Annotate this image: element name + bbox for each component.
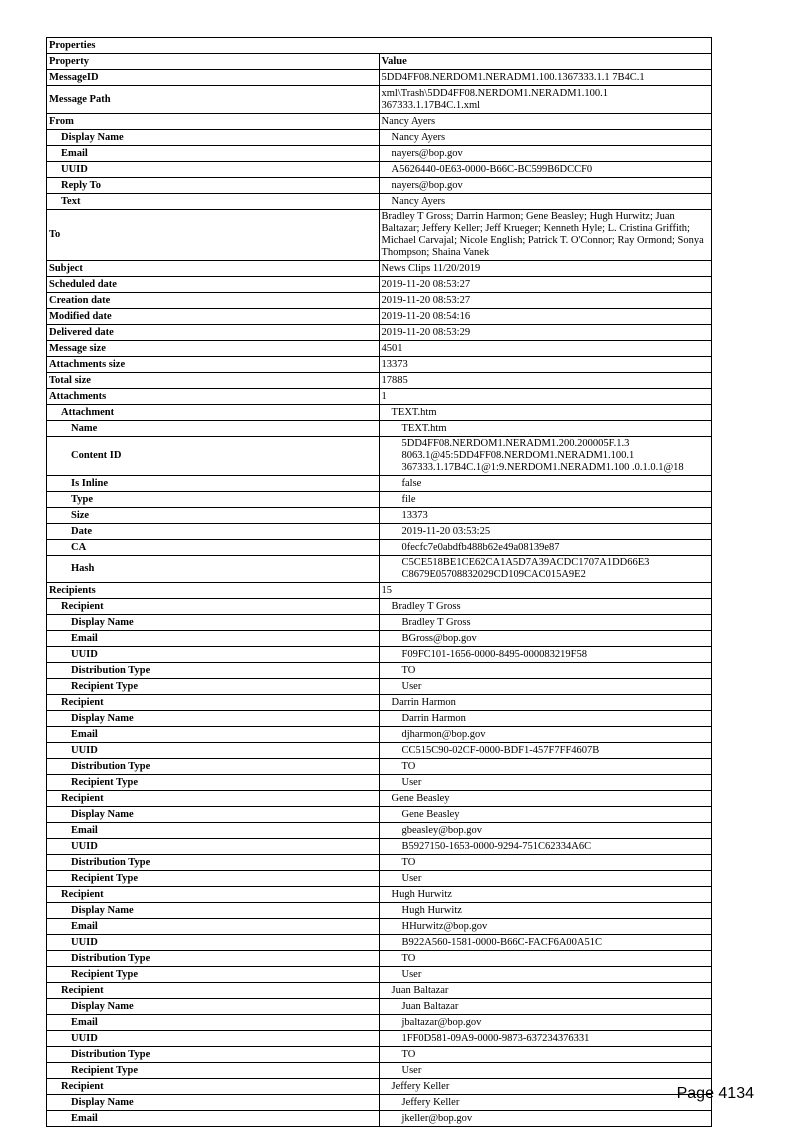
property-name: Display Name <box>47 1095 380 1111</box>
property-value: Jeffery Keller <box>379 1079 712 1095</box>
property-name: Attachment <box>47 405 380 421</box>
table-row <box>47 341 712 357</box>
table-row <box>47 855 712 871</box>
table-row <box>47 679 712 695</box>
table-row <box>47 194 712 210</box>
property-name: Email <box>47 1111 380 1127</box>
property-value: TEXT.htm <box>379 405 712 421</box>
table-title: Properties <box>47 38 712 54</box>
property-name: Message Path <box>47 86 380 114</box>
table-row <box>47 261 712 277</box>
property-value: Jeffery Keller <box>379 1095 712 1111</box>
page-number: Page 4134 <box>676 1085 754 1102</box>
table-row <box>47 663 712 679</box>
table-row <box>47 823 712 839</box>
property-name: UUID <box>47 743 380 759</box>
table-row <box>47 210 712 261</box>
property-value: B5927150-1653-0000-9294-751C62334A6C <box>379 839 712 855</box>
property-value: nayers@bop.gov <box>379 146 712 162</box>
property-name: Recipients <box>47 583 380 599</box>
table-row <box>47 775 712 791</box>
property-value: TO <box>379 663 712 679</box>
property-name: Display Name <box>47 615 380 631</box>
property-value: Bradley T Gross <box>379 615 712 631</box>
property-name: Text <box>47 194 380 210</box>
property-value: 2019-11-20 08:54:16 <box>379 309 712 325</box>
property-value: Gene Beasley <box>379 791 712 807</box>
table-row <box>47 130 712 146</box>
property-name: Recipient Type <box>47 871 380 887</box>
property-value: BGross@bop.gov <box>379 631 712 647</box>
table-row <box>47 1015 712 1031</box>
property-value: B922A560-1581-0000-B66C-FACF6A00A51C <box>379 935 712 951</box>
property-value: Hugh Hurwitz <box>379 887 712 903</box>
table-row <box>47 695 712 711</box>
table-row <box>47 70 712 86</box>
table-row <box>47 807 712 823</box>
table-row <box>47 999 712 1015</box>
property-value: file <box>379 492 712 508</box>
property-name: Display Name <box>47 999 380 1015</box>
table-row <box>47 114 712 130</box>
property-value: nayers@bop.gov <box>379 178 712 194</box>
table-row <box>47 967 712 983</box>
table-row <box>47 1031 712 1047</box>
table-row <box>47 421 712 437</box>
table-row <box>47 599 712 615</box>
property-name: UUID <box>47 647 380 663</box>
property-value: User <box>379 1063 712 1079</box>
property-name: Email <box>47 631 380 647</box>
property-value: User <box>379 871 712 887</box>
table-row <box>47 540 712 556</box>
property-name: Delivered date <box>47 325 380 341</box>
table-row <box>47 839 712 855</box>
property-value: C5CE518BE1CE62CA1A5D7A39ACDC1707A1DD66E3 C8679E05708832029CD109CAC015A9E2 <box>379 556 712 583</box>
property-name: Type <box>47 492 380 508</box>
table-row <box>47 951 712 967</box>
property-value: 4501 <box>379 341 712 357</box>
property-value: CC515C90-02CF-0000-BDF1-457F7FF4607B <box>379 743 712 759</box>
property-value: 17885 <box>379 373 712 389</box>
header-property: Property <box>47 54 380 70</box>
property-value: TO <box>379 855 712 871</box>
property-value: 13373 <box>379 357 712 373</box>
property-name: Email <box>47 1015 380 1031</box>
property-value: jbaltazar@bop.gov <box>379 1015 712 1031</box>
table-row <box>47 1063 712 1079</box>
property-name: Display Name <box>47 130 380 146</box>
property-value: Hugh Hurwitz <box>379 903 712 919</box>
property-name: CA <box>47 540 380 556</box>
property-name: MessageID <box>47 70 380 86</box>
table-row <box>47 983 712 999</box>
table-row <box>47 887 712 903</box>
property-value: User <box>379 775 712 791</box>
table-row <box>47 405 712 421</box>
table-row <box>47 647 712 663</box>
property-name: Recipient <box>47 695 380 711</box>
table-row <box>47 277 712 293</box>
table-row <box>47 357 712 373</box>
table-row <box>47 935 712 951</box>
property-value: Nancy Ayers <box>379 130 712 146</box>
property-value: User <box>379 679 712 695</box>
property-name: Hash <box>47 556 380 583</box>
property-value: User <box>379 967 712 983</box>
property-name: Scheduled date <box>47 277 380 293</box>
table-row <box>47 508 712 524</box>
property-value: 0fecfc7e0abdfb488b62e49a08139e87 <box>379 540 712 556</box>
property-name: Email <box>47 727 380 743</box>
property-value: 5DD4FF08.NERDOM1.NERADM1.100.1367333.1.1 7B4C.1 <box>379 70 712 86</box>
property-value: Nancy Ayers <box>379 194 712 210</box>
property-name: Creation date <box>47 293 380 309</box>
table-title-row <box>47 38 712 54</box>
property-value: 2019-11-20 08:53:27 <box>379 293 712 309</box>
property-name: Recipient Type <box>47 679 380 695</box>
property-value: Nancy Ayers <box>379 114 712 130</box>
table-row <box>47 293 712 309</box>
table-row <box>47 583 712 599</box>
property-name: Subject <box>47 261 380 277</box>
table-row <box>47 919 712 935</box>
property-name: Distribution Type <box>47 951 380 967</box>
property-name: Date <box>47 524 380 540</box>
table-header-row <box>47 54 712 70</box>
property-value: gbeasley@bop.gov <box>379 823 712 839</box>
property-value: false <box>379 476 712 492</box>
property-name: Distribution Type <box>47 759 380 775</box>
property-value: TEXT.htm <box>379 421 712 437</box>
table-row <box>47 476 712 492</box>
table-row <box>47 389 712 405</box>
property-value: 2019-11-20 08:53:29 <box>379 325 712 341</box>
property-name: Email <box>47 823 380 839</box>
property-name: Attachments size <box>47 357 380 373</box>
table-row <box>47 1111 712 1127</box>
table-row <box>47 86 712 114</box>
table-row <box>47 556 712 583</box>
property-value: Juan Baltazar <box>379 983 712 999</box>
property-name: Recipient <box>47 791 380 807</box>
property-value: Gene Beasley <box>379 807 712 823</box>
property-value: News Clips 11/20/2019 <box>379 261 712 277</box>
table-row <box>47 631 712 647</box>
property-name: Recipient <box>47 1079 380 1095</box>
property-value: F09FC101-1656-0000-8495-000083219F58 <box>379 647 712 663</box>
properties-table <box>46 37 712 1127</box>
property-name: UUID <box>47 935 380 951</box>
property-name: UUID <box>47 162 380 178</box>
property-value: 1FF0D581-09A9-0000-9873-637234376331 <box>379 1031 712 1047</box>
property-name: Total size <box>47 373 380 389</box>
table-row <box>47 178 712 194</box>
property-name: Display Name <box>47 903 380 919</box>
property-value: A5626440-0E63-0000-B66C-BC599B6DCCF0 <box>379 162 712 178</box>
property-name: Distribution Type <box>47 1047 380 1063</box>
property-name: Reply To <box>47 178 380 194</box>
property-value: jkeller@bop.gov <box>379 1111 712 1127</box>
property-name: Display Name <box>47 711 380 727</box>
property-value: 2019-11-20 03:53:25 <box>379 524 712 540</box>
property-name: Is Inline <box>47 476 380 492</box>
property-value: Juan Baltazar <box>379 999 712 1015</box>
property-name: Message size <box>47 341 380 357</box>
table-row <box>47 437 712 476</box>
table-row <box>47 615 712 631</box>
property-name: Name <box>47 421 380 437</box>
property-name: Modified date <box>47 309 380 325</box>
table-row <box>47 1079 712 1095</box>
table-row <box>47 309 712 325</box>
table-row <box>47 711 712 727</box>
table-row <box>47 492 712 508</box>
property-name: Distribution Type <box>47 663 380 679</box>
property-name: From <box>47 114 380 130</box>
table-row <box>47 1095 712 1111</box>
table-row <box>47 903 712 919</box>
property-value: Bradley T Gross; Darrin Harmon; Gene Beasley; Hugh Hurwitz; Juan Baltazar; Jeffery Keller; Jeff Krueger; Kenneth Hyle; L. Cristina Griffith; Michael Carvajal; Nicole English; Patrick T. O'Connor; Ray Ormond; Sonya Thompson; Shaina Vanek <box>379 210 712 261</box>
table-row <box>47 325 712 341</box>
property-value: xml\Trash\5DD4FF08.NERDOM1.NERADM1.100.1 367333.1.17B4C.1.xml <box>379 86 712 114</box>
table-row <box>47 146 712 162</box>
property-name: Email <box>47 919 380 935</box>
property-value: Darrin Harmon <box>379 695 712 711</box>
property-value: 15 <box>379 583 712 599</box>
property-name: To <box>47 210 380 261</box>
property-value: 2019-11-20 08:53:27 <box>379 277 712 293</box>
table-row <box>47 791 712 807</box>
property-name: UUID <box>47 1031 380 1047</box>
property-name: Distribution Type <box>47 855 380 871</box>
property-value: 1 <box>379 389 712 405</box>
property-value: 13373 <box>379 508 712 524</box>
table-row <box>47 373 712 389</box>
property-name: Recipient Type <box>47 775 380 791</box>
table-row <box>47 162 712 178</box>
property-value: TO <box>379 759 712 775</box>
table-row <box>47 759 712 775</box>
property-value: djharmon@bop.gov <box>379 727 712 743</box>
table-row <box>47 727 712 743</box>
property-value: HHurwitz@bop.gov <box>379 919 712 935</box>
property-value: TO <box>379 951 712 967</box>
property-value: TO <box>379 1047 712 1063</box>
property-value: 5DD4FF08.NERDOM1.NERADM1.200.200005F.1.3 8063.1@45:5DD4FF08.NERDOM1.NERADM1.100.1 367333.1.17B4C.1@1:9.NERDOM1.NERADM1.100 .0.1.0.1@18 <box>379 437 712 476</box>
property-value: Darrin Harmon <box>379 711 712 727</box>
property-name: Recipient <box>47 887 380 903</box>
property-name: Recipient Type <box>47 1063 380 1079</box>
property-name: Display Name <box>47 807 380 823</box>
property-name: Size <box>47 508 380 524</box>
property-name: UUID <box>47 839 380 855</box>
table-row <box>47 743 712 759</box>
property-name: Email <box>47 146 380 162</box>
property-name: Recipient <box>47 599 380 615</box>
header-value: Value <box>379 54 712 70</box>
table-row <box>47 524 712 540</box>
property-name: Content ID <box>47 437 380 476</box>
property-name: Recipient Type <box>47 967 380 983</box>
table-row <box>47 1047 712 1063</box>
property-name: Attachments <box>47 389 380 405</box>
property-name: Recipient <box>47 983 380 999</box>
table-row <box>47 871 712 887</box>
property-value: Bradley T Gross <box>379 599 712 615</box>
